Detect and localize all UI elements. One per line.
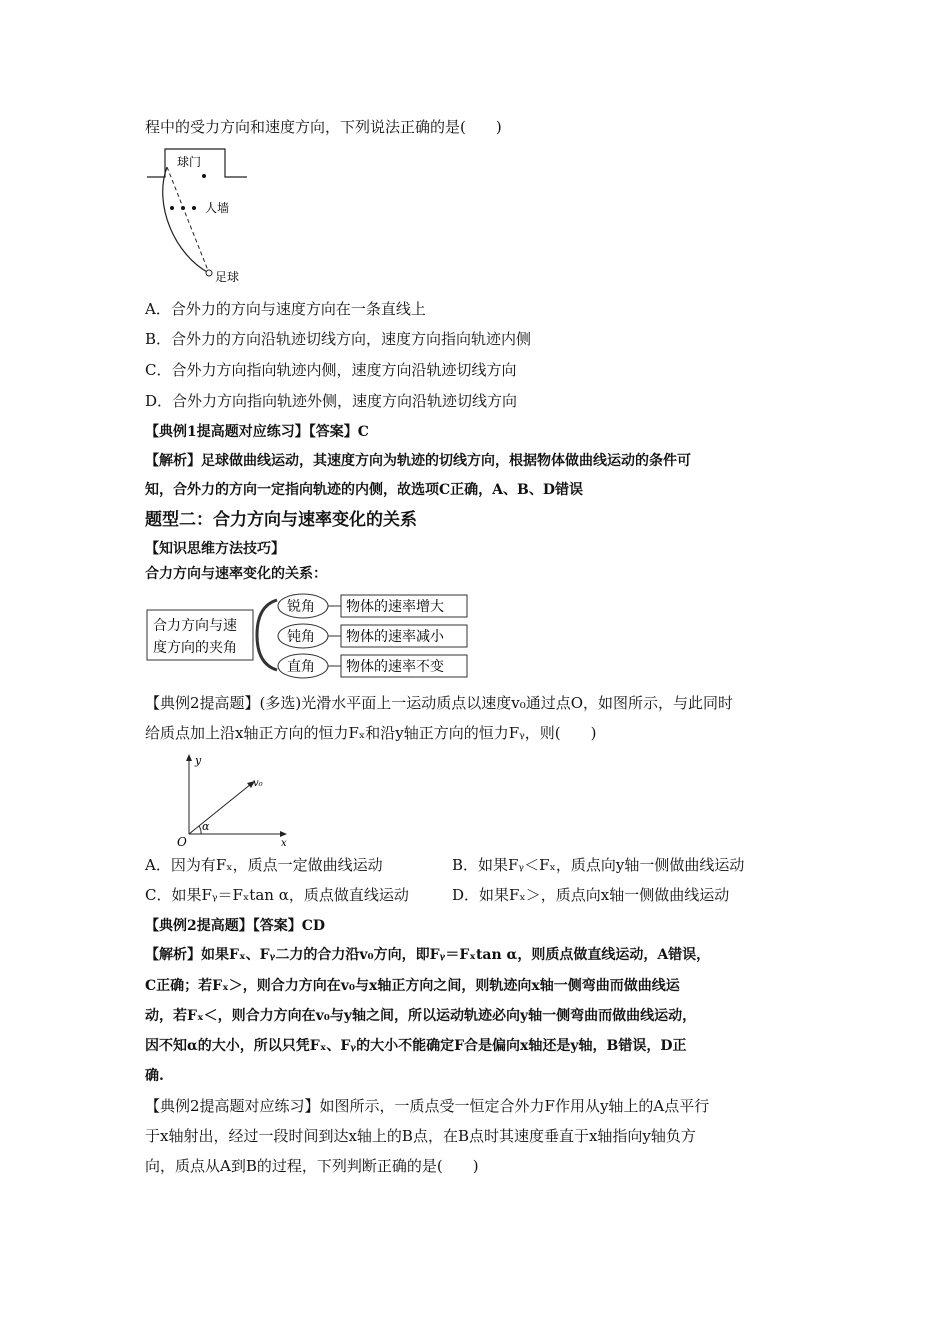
wall-label: 人墙 <box>205 201 230 215</box>
q2-analysis-line3: 动，若Fₓ＜，则合力方向在v₀与y轴之间，所以运动轨迹必向y轴一侧弯曲而做曲线运动， <box>145 1008 697 1024</box>
q2-option-d: D．如果Fₓ＞，质点向x轴一侧做曲线运动 <box>452 886 730 904</box>
section-title: 题型二：合力方向与速率变化的关系 <box>145 510 417 530</box>
diagram-result-decrease: 物体的速率减小 <box>346 629 444 645</box>
alpha-label: α <box>202 820 210 833</box>
diagram-angle-obtuse: 钝角 <box>287 629 315 645</box>
q1-option-a: A．合外力的方向与速度方向在一条直线上 <box>145 300 426 318</box>
q1-option-c: C．合外力方向指向轨迹内侧，速度方向沿轨迹切线方向 <box>145 361 517 379</box>
q2-analysis-line4: 因不知α的大小，所以只凭Fₓ、Fᵧ的大小不能确定F合是偏向x轴还是y轴，B错误，D正 <box>145 1038 687 1054</box>
section-tips: 【知识思维方法技巧】 <box>145 541 285 557</box>
q3-stem-line2: 于x轴射出，经过一段时间到达x轴上的B点，在B点时其速度垂直于x轴指向y轴负方 <box>145 1127 696 1145</box>
q2-option-a: A．因为有Fₓ，质点一定做曲线运动 <box>145 856 383 874</box>
q3-stem-line3: 向，质点从A到B的过程，下列判断正确的是( ) <box>145 1157 479 1175</box>
q2-option-c: C．如果Fᵧ＝Fₓtan α，质点做直线运动 <box>145 886 409 904</box>
q2-stem-line2: 给质点加上沿x轴正方向的恒力Fₓ和沿y轴正方向的恒力Fᵧ，则( ) <box>145 724 597 742</box>
q1-analysis-line2: 知，合外力的方向一定指向轨迹的内侧，故选项C正确，A、B、D错误 <box>145 482 583 498</box>
ball-label: 足球 <box>215 270 240 284</box>
q2-stem-line1: 【典例2提高题】(多选)光滑水平面上一运动质点以速度v₀通过点O，如图所示，与此同时 <box>145 694 734 712</box>
y-axis-label: y <box>195 754 202 767</box>
q3-stem-line1: 【典例2提高题对应练习】如图所示，一质点受一恒定合外力F作用从y轴上的A点平行 <box>145 1097 710 1115</box>
q2-answer: 【典例2提高题】【答案】CD <box>145 918 326 934</box>
coordinate-figure <box>175 752 295 850</box>
diagram-box-line1: 合力方向与速 <box>153 618 237 634</box>
goal-label: 球门 <box>177 155 202 169</box>
angle-speed-diagram <box>145 590 475 680</box>
q1-analysis-line1: 【解析】足球做曲线运动，其速度方向为轨迹的切线方向，根据物体做曲线运动的条件可 <box>145 453 691 469</box>
q1-stem: 程中的受力方向和速度方向，下列说法正确的是( ) <box>145 118 502 136</box>
velocity-label: v₀ <box>253 778 263 789</box>
goal-wall-figure <box>145 145 255 290</box>
diagram-angle-acute: 锐角 <box>287 599 315 615</box>
diagram-result-increase: 物体的速率增大 <box>346 599 444 615</box>
q1-option-b: B．合外力的方向沿轨迹切线方向，速度方向指向轨迹内侧 <box>145 330 532 348</box>
diagram-angle-right: 直角 <box>287 659 315 675</box>
q1-option-d: D．合外力方向指向轨迹外侧，速度方向沿轨迹切线方向 <box>145 392 518 410</box>
section-intro: 合力方向与速率变化的关系： <box>145 566 327 582</box>
q2-option-b: B．如果Fᵧ＜Fₓ，质点向y轴一侧做曲线运动 <box>452 856 745 874</box>
q2-analysis-line5: 确. <box>145 1068 164 1084</box>
origin-label: O <box>177 835 187 849</box>
q1-answer: 【典例1提高题对应练习】【答案】C <box>145 424 369 440</box>
q2-analysis-line1: 【解析】如果Fₓ、Fᵧ二力的合力沿v₀方向，即Fᵧ＝Fₓtan α，则质点做直线运动，A错误， <box>145 947 711 963</box>
diagram-box-line2: 度方向的夹角 <box>153 640 237 656</box>
q2-analysis-line2: C正确；若Fₓ＞，则合力方向在v₀与x轴正方向之间，则轨迹向x轴一侧弯曲而做曲线运 <box>145 978 680 994</box>
x-axis-label: x <box>281 838 287 849</box>
diagram-result-unchanged: 物体的速率不变 <box>346 659 444 675</box>
